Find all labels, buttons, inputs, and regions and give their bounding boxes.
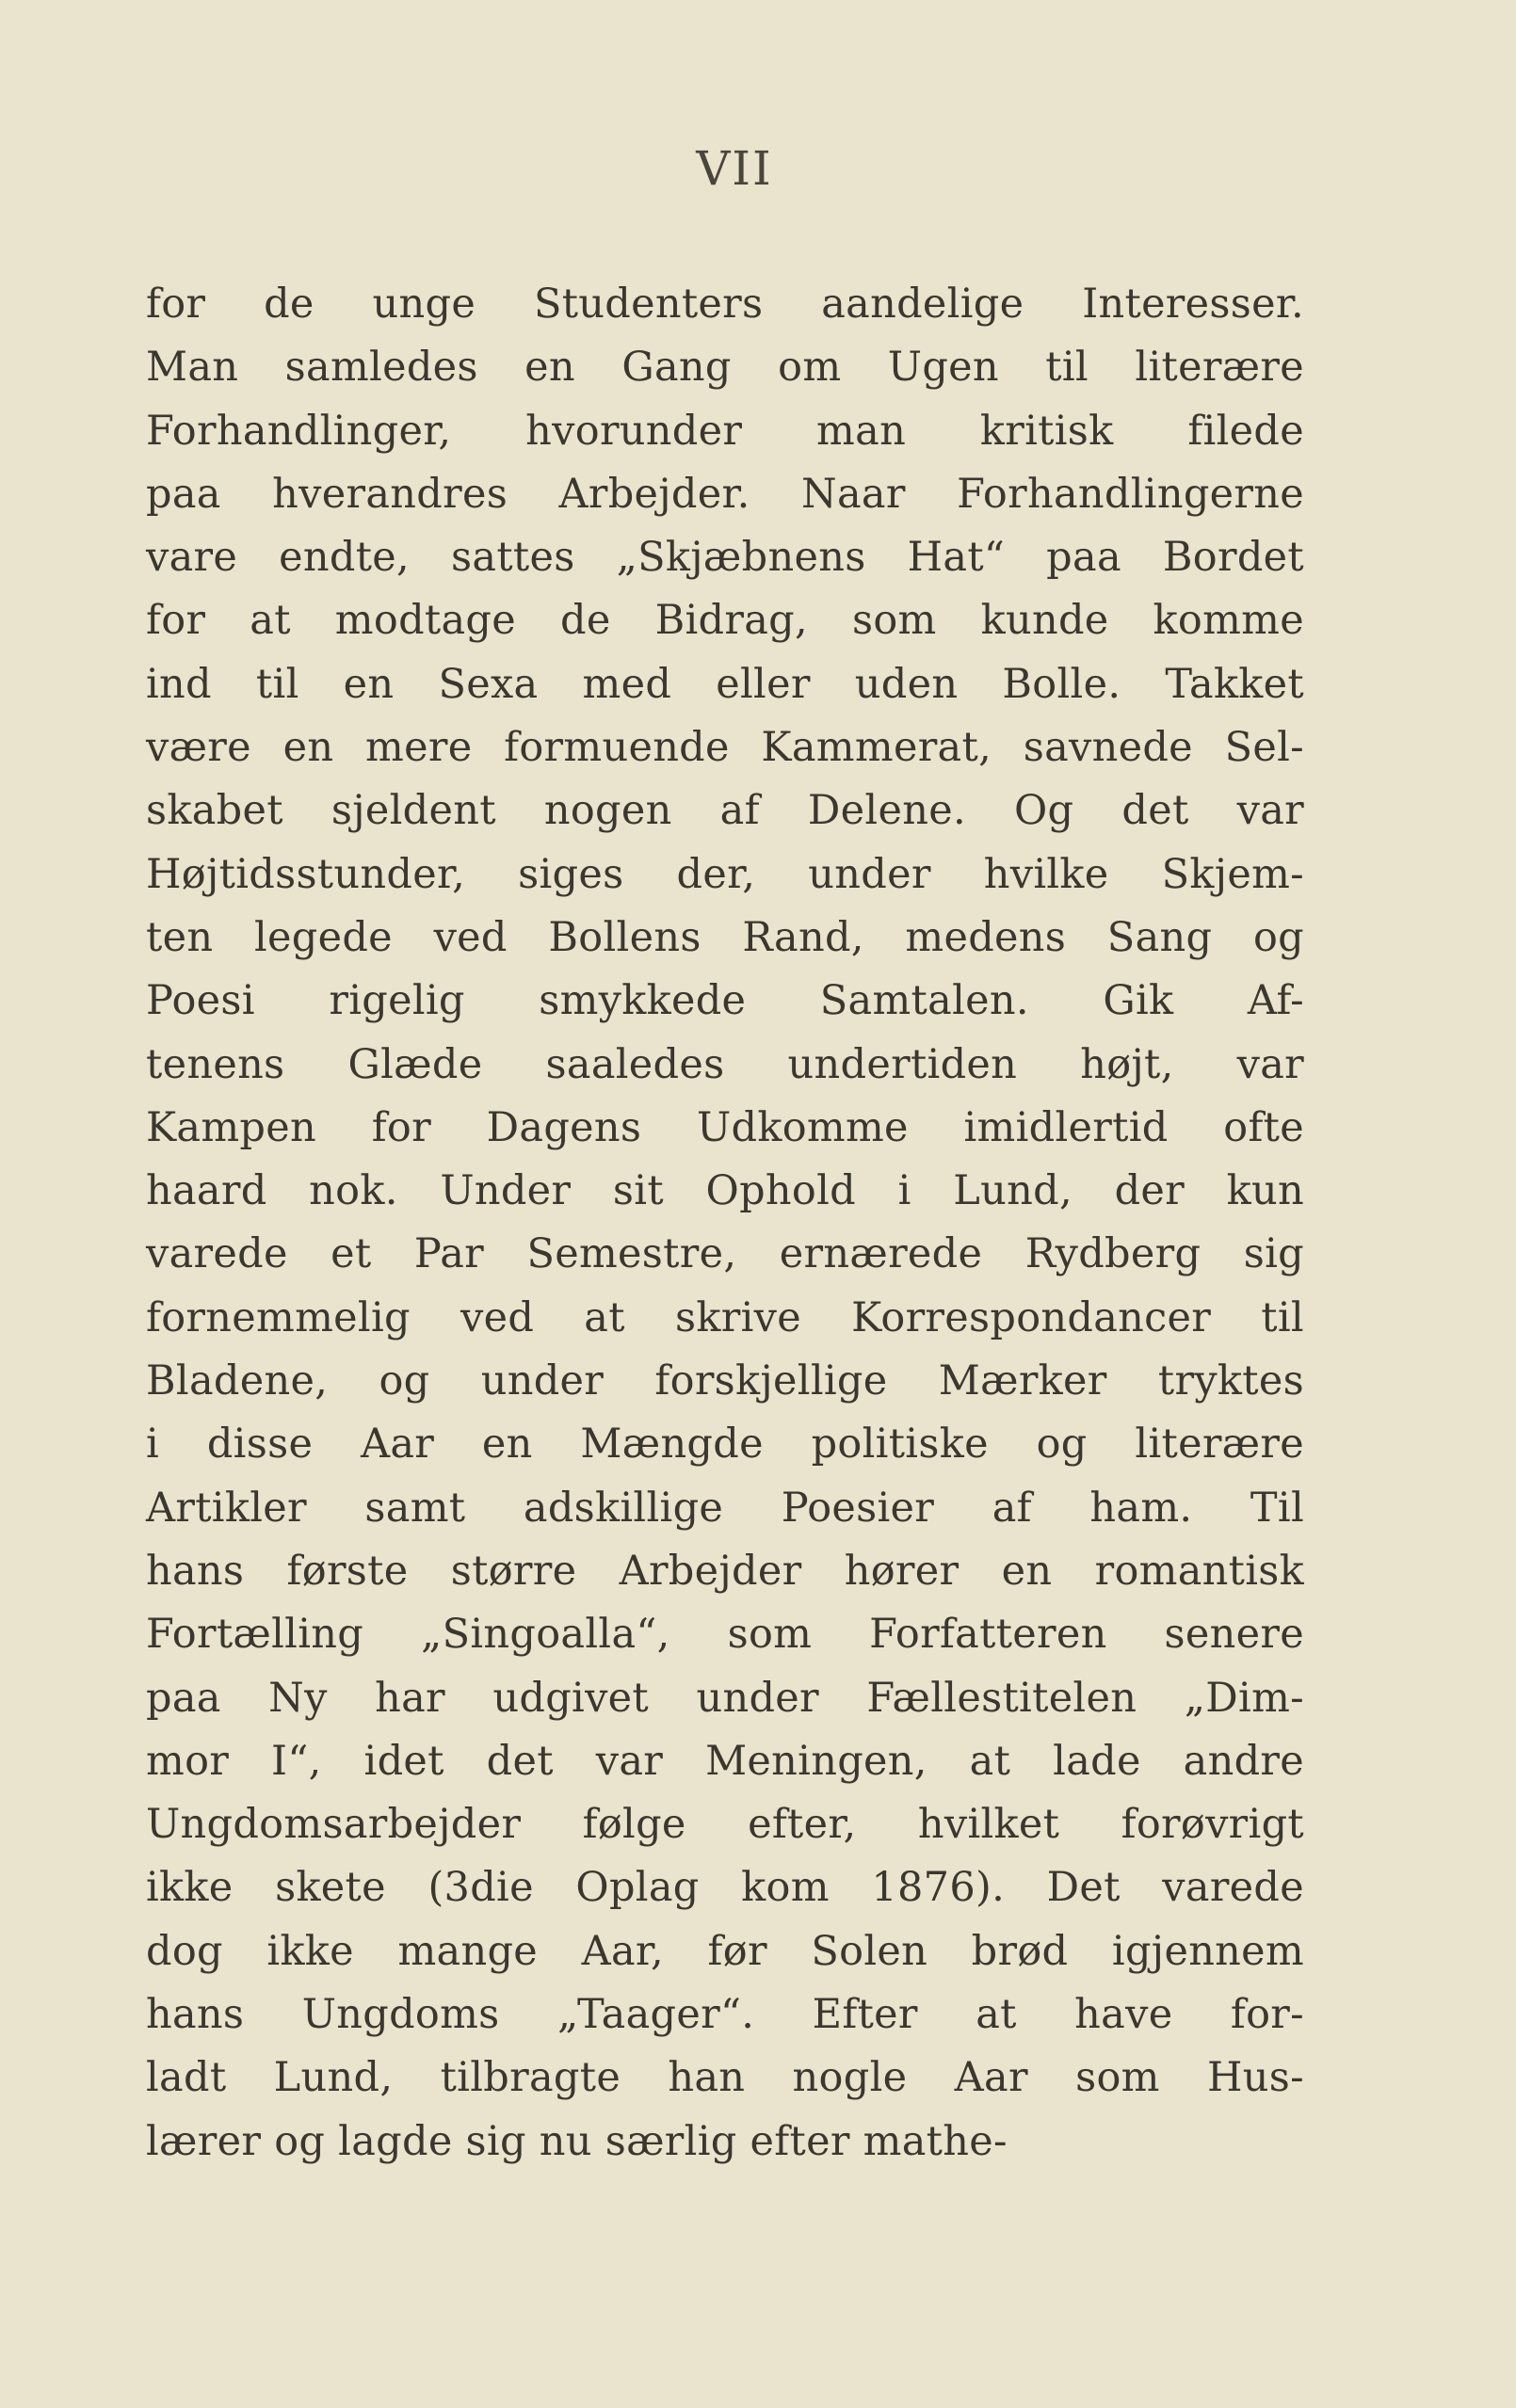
text-line: ikke skete (3die Oplag kom 1876). Det varede [146, 1864, 1304, 1912]
text-line: Artikler samt adskillige Poesier af ham. Til [146, 1484, 1304, 1532]
text-line: hans første større Arbejder hører en romantisk [146, 1547, 1304, 1595]
text-line: for de unge Studenters aandelige Interesser. [146, 281, 1304, 328]
text-line: mor I“, idet det var Meningen, at lade andre [146, 1737, 1304, 1785]
text-line: ladt Lund, tilbragte han nogle Aar som Hus- [146, 2054, 1304, 2102]
text-line: Poesi rigelig smykkede Samtalen. Gik Af- [146, 977, 1304, 1025]
text-line: paa hverandres Arbejder. Naar Forhandlingerne [146, 470, 1304, 518]
text-line: tenens Glæde saaledes undertiden højt, var [146, 1040, 1304, 1088]
text-line: Ungdomsarbejder følge efter, hvilket forøvrigt [146, 1801, 1304, 1849]
text-line: for at modtage de Bidrag, som kunde komme [146, 597, 1304, 645]
text-line: haard nok. Under sit Ophold i Lund, der kun [146, 1167, 1304, 1215]
text-line: lærer og lagde sig nu særlig efter mathe- [146, 2117, 1008, 2165]
text-line: Man samledes en Gang om Ugen til literære [146, 344, 1304, 392]
text-line: dog ikke mange Aar, før Solen brød igjennem [146, 1927, 1304, 1975]
text-line: fornemmelig ved at skrive Korrespondancer til [146, 1293, 1304, 1341]
text-line: hans Ungdoms „Taager“. Efter at have for- [146, 1991, 1304, 2039]
page-number: VII [696, 141, 773, 196]
text-line: varede et Par Semestre, ernærede Rydberg sig [146, 1230, 1304, 1278]
text-line: Forhandlinger, hvorunder man kritisk filede [146, 407, 1304, 455]
text-line: Fortælling „Singoalla“, som Forfatteren senere [146, 1611, 1304, 1659]
text-line: paa Ny har udgivet under Fællestitelen „Dim- [146, 1674, 1304, 1722]
text-line: Kampen for Dagens Udkomme imidlertid ofte [146, 1103, 1304, 1151]
text-line: ten legede ved Bollens Rand, medens Sang og [146, 913, 1304, 961]
text-line: i disse Aar en Mængde politiske og literære [146, 1421, 1304, 1469]
text-line: være en mere formuende Kammerat, savnede Sel- [146, 724, 1304, 772]
text-line: ind til en Sexa med eller uden Bolle. Takket [146, 660, 1304, 708]
text-line: skabet sjeldent nogen af Delene. Og det var [146, 787, 1304, 835]
text-line: Bladene, og under forskjellige Mærker tryktes [146, 1357, 1304, 1405]
body-text [146, 273, 1304, 2174]
text-line: Højtidsstunder, siges der, under hvilke Skjem- [146, 850, 1304, 898]
text-line: vare endte, sattes „Skjæbnens Hat“ paa Bordet [146, 534, 1304, 582]
